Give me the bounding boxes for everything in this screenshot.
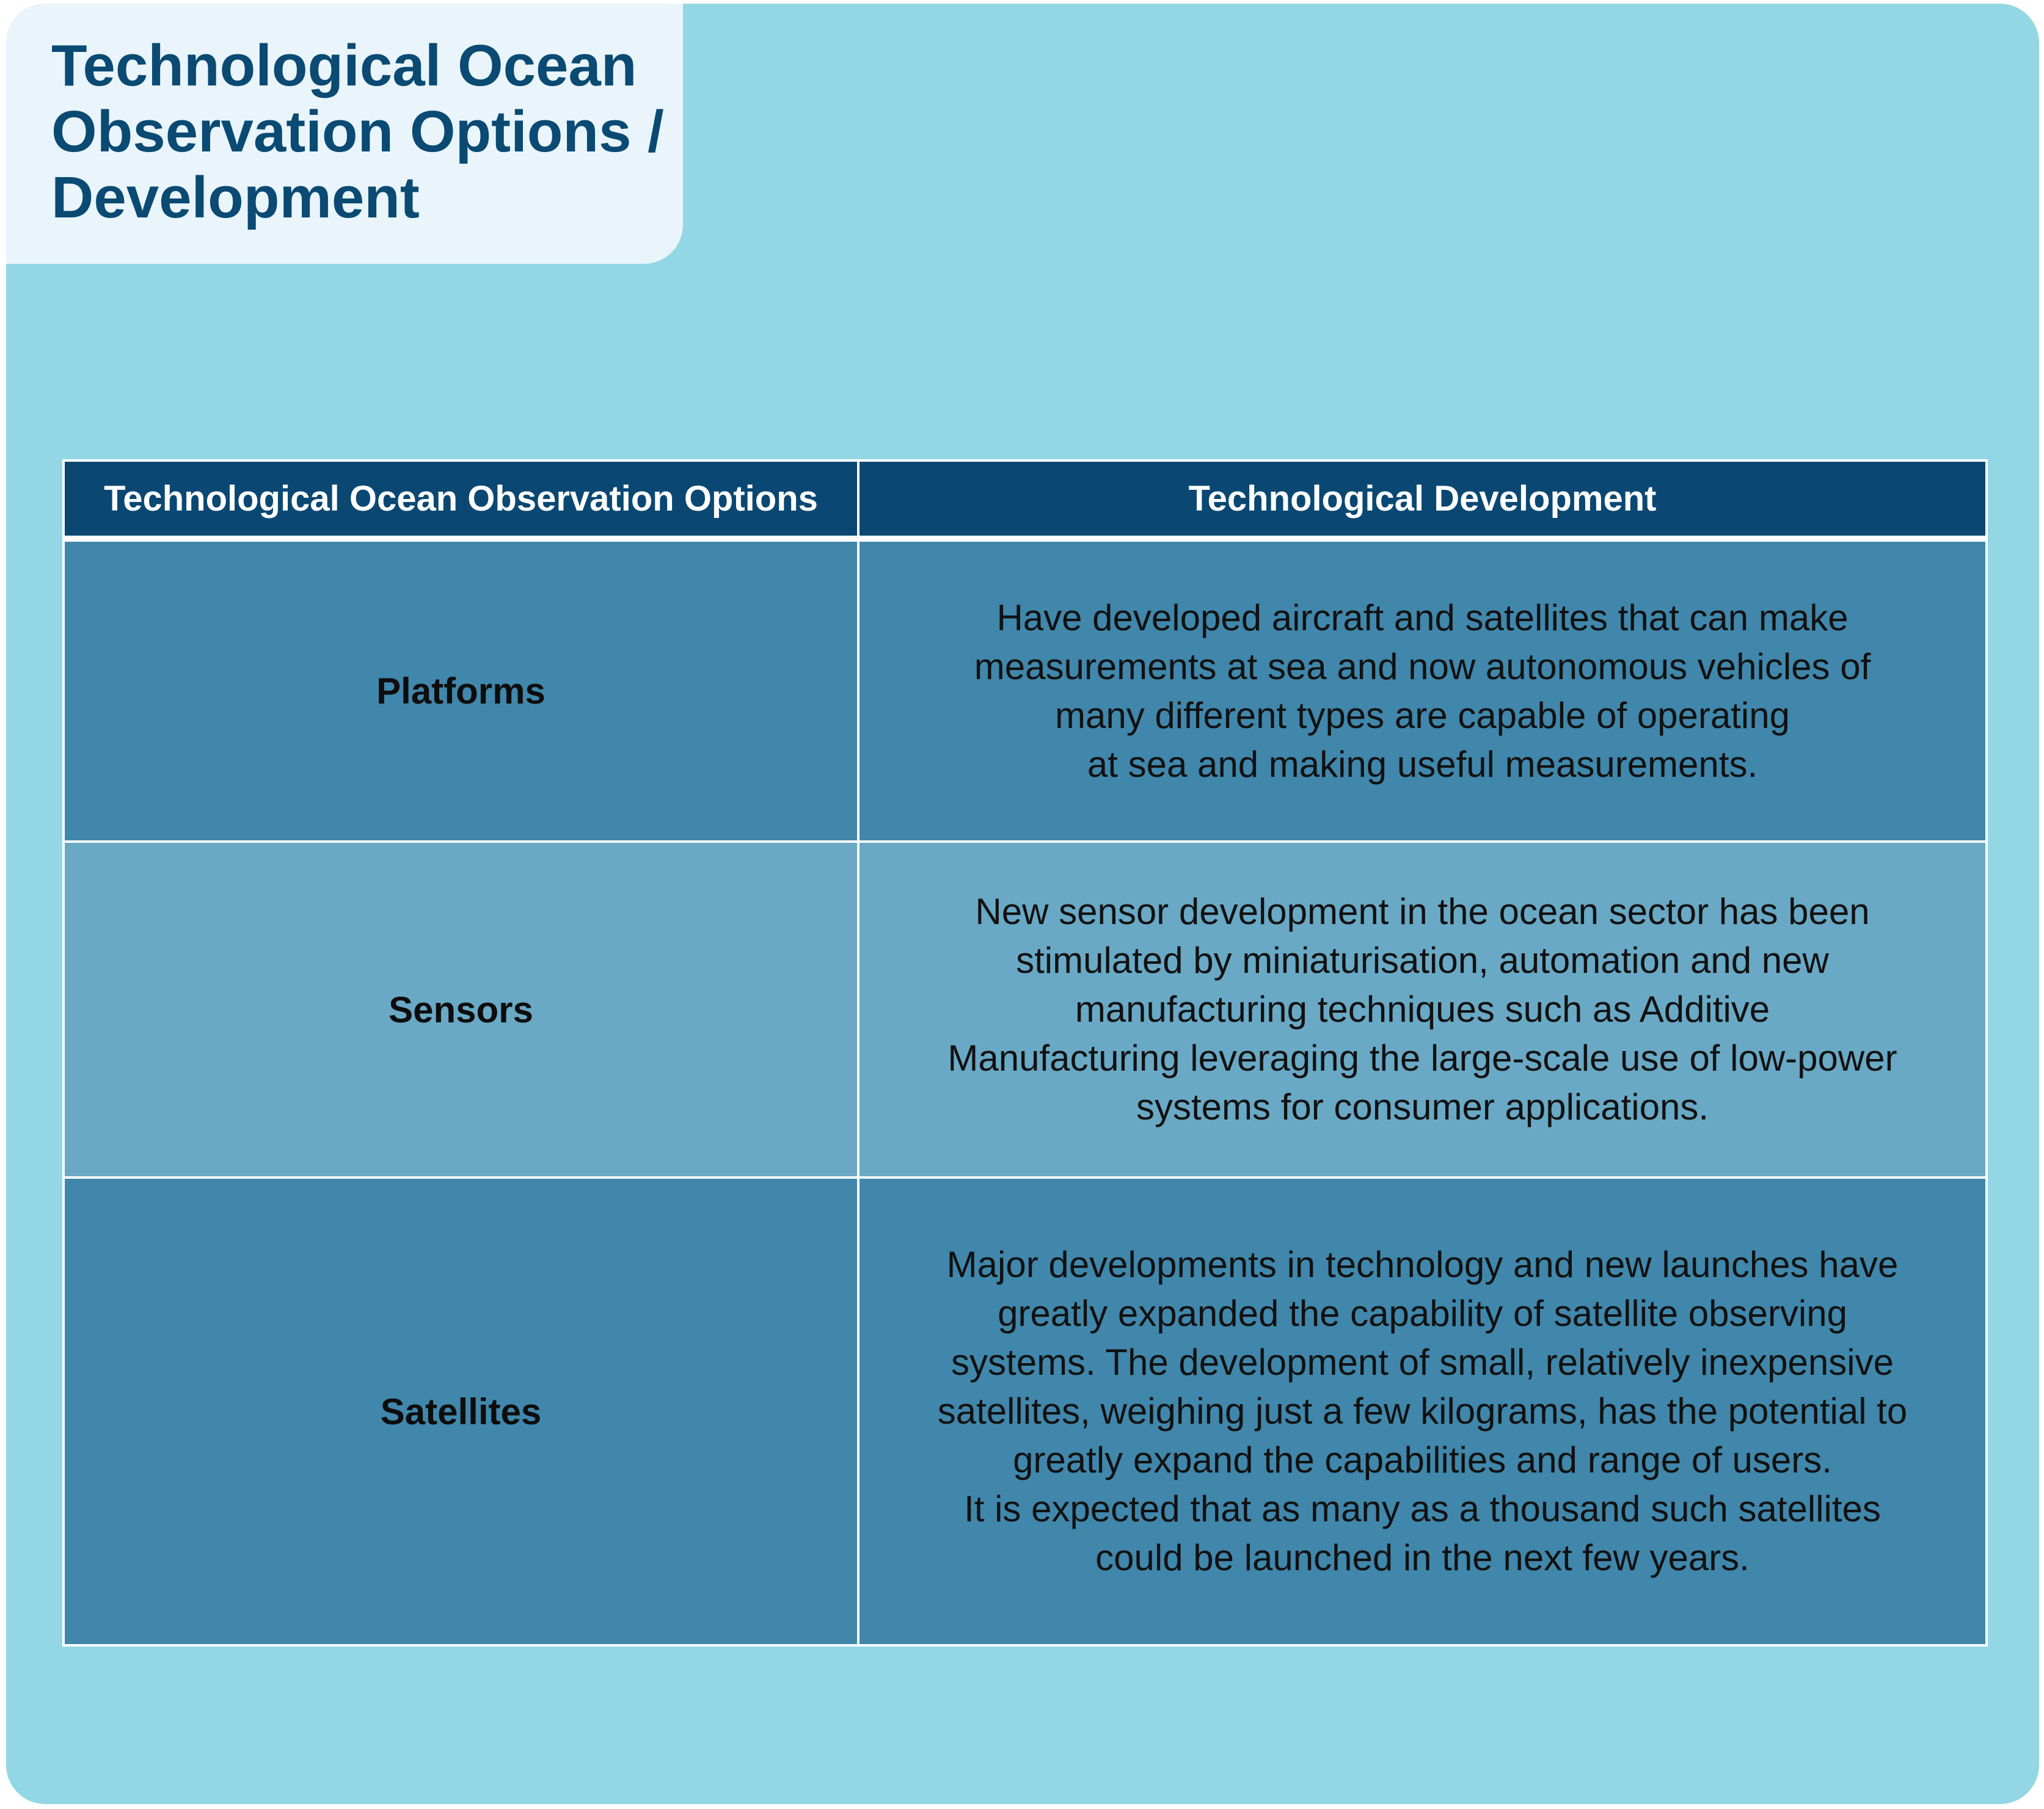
option-cell-sensors: Sensors: [64, 842, 858, 1177]
table-row: [64, 1177, 1987, 1645]
development-line: greatly expand the capabilities and range of users.: [1013, 1440, 1832, 1480]
title-box: [6, 4, 683, 264]
development-line: systems. The development of small, relatively inexpensive: [951, 1342, 1894, 1383]
option-cell-satellites: Satellites: [64, 1177, 858, 1645]
development-cell-satellites: [858, 1177, 1987, 1645]
development-line: Manufacturing leveraging the large-scale use of low-power: [947, 1038, 1897, 1079]
development-line: stimulated by miniaturisation, automation and new: [1016, 940, 1829, 981]
table-header-row: [64, 460, 1987, 539]
development-line: at sea and making useful measurements.: [1087, 743, 1758, 785]
development-line: greatly expanded the capability of satellite observing: [998, 1293, 1847, 1334]
table-row: [64, 539, 1987, 842]
development-line: measurements at sea and now autonomous vehicles of: [974, 646, 1871, 687]
option-cell-platforms: Platforms: [64, 539, 858, 842]
development-line: systems for consumer applications.: [1136, 1086, 1709, 1127]
development-line: many different types are capable of operating: [1055, 694, 1790, 736]
infographic-panel: [6, 4, 2039, 1804]
development-line: satellites, weighing just a few kilograms, has the potential to: [937, 1391, 1908, 1432]
page-title: Technological Ocean Observation Options / Development: [51, 33, 664, 230]
development-line: manufacturing techniques such as Additive: [1075, 989, 1770, 1030]
development-line: New sensor development in the ocean sector has been: [975, 891, 1870, 932]
development-line: could be launched in the next few years.: [1095, 1537, 1750, 1578]
column-header-development: Technological Development: [858, 460, 1987, 539]
table-row: [64, 842, 1987, 1177]
development-line: Major developments in technology and new launches have: [946, 1244, 1899, 1285]
development-cell-sensors: [858, 842, 1987, 1177]
development-line: It is expected that as many as a thousand such satellites: [964, 1488, 1881, 1529]
observation-table: [62, 459, 1988, 1647]
column-header-options: Technological Ocean Observation Options: [64, 460, 858, 539]
development-line: Have developed aircraft and satellites that can make: [996, 597, 1849, 638]
development-cell-platforms: [858, 539, 1987, 842]
